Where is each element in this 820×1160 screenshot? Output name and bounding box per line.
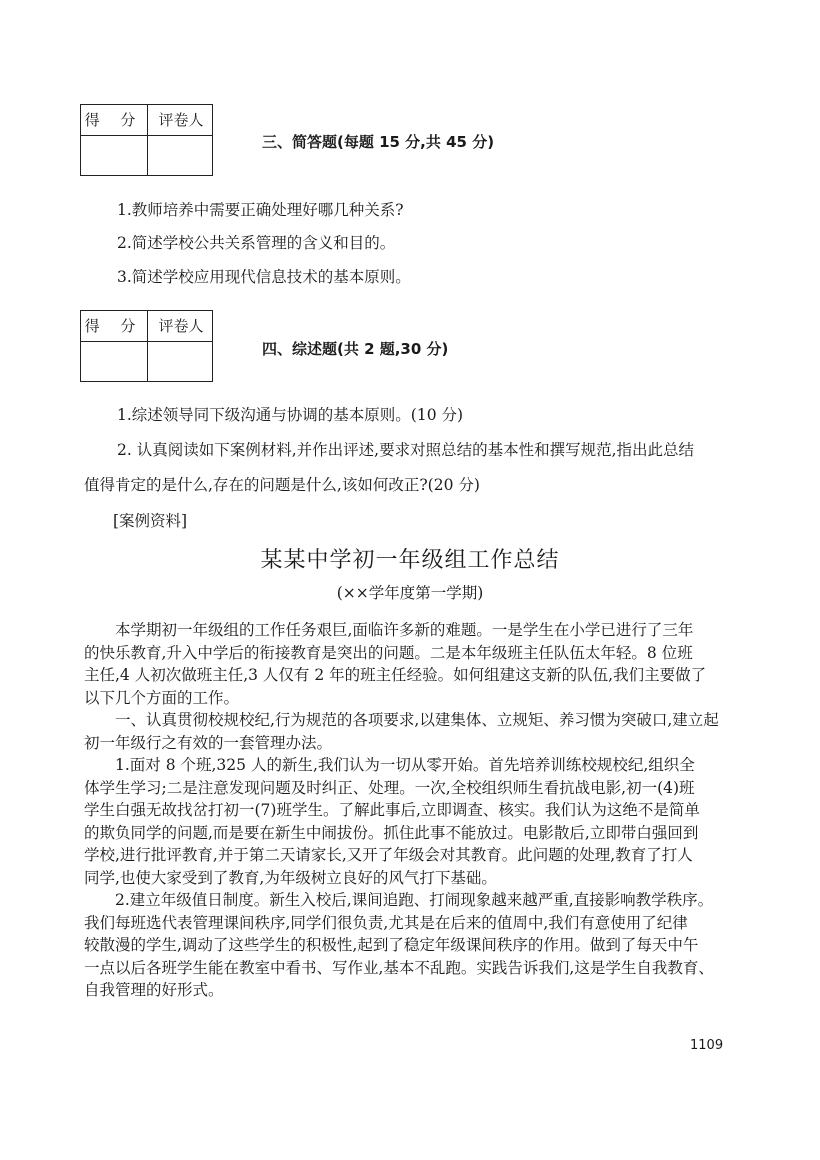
case-line: 自我管理的好形式。 [84, 981, 224, 999]
score-box-section4 [80, 310, 213, 382]
page-number: 1109 [690, 1038, 724, 1053]
section3-question-2: 2.简述学校公共关系管理的含义和目的。 [117, 234, 396, 252]
grader-label: 评卷人 [158, 111, 204, 129]
score-label: 得 分 [84, 317, 144, 335]
case-line: 1.面对 8 个班,325 人的新生,我们认为一切从零开始。首先培养训练校规校纪,组织全 [84, 756, 695, 774]
case-line: 主任,4 人初次做班主任,3 人仅有 2 年的班主任经验。如何组建这支新的队伍,我们主要做了 [84, 666, 707, 684]
case-label: [案例资料] [113, 512, 188, 530]
case-line: 本学期初一年级组的工作任务艰巨,面临许多新的难题。一是学生在小学已进行了三年 [84, 621, 694, 639]
case-line: 以下几个方面的工作。 [84, 688, 240, 707]
case-body [84, 619, 750, 1002]
case-line: 体学生学习;二是注意发现问题及时纠正、处理。一次,全校组织师生看抗战电影,初一(4)班 [84, 778, 695, 797]
score-label: 得 分 [84, 111, 144, 129]
score-box-section3 [80, 104, 213, 176]
case-line: 同学,也使大家受到了教育,为年级树立良好的风气打下基础。 [84, 868, 497, 887]
case-line: 的欺负同学的问题,而是要在新生中闹拔份。抓住此事不能放过。电影散后,立即带白强回到 [84, 823, 699, 842]
case-line: 的快乐教育,升入中学后的衔接教育是突出的问题。二是本年级班主任队伍太年轻。8 位班 [84, 643, 693, 662]
case-title: 某某中学初一年级组工作总结 [260, 548, 560, 573]
section3-title: 三、简答题(每题 15 分,共 45 分) [262, 133, 495, 151]
case-line: 一点以后各班学生能在教室中看书、写作业,基本不乱跑。实践告诉我们,这是学生自我教育、 [84, 958, 714, 977]
section3-question-3: 3.简述学校应用现代信息技术的基本原则。 [117, 268, 411, 286]
case-line: 学校,进行批评教育,并于第二天请家长,又开了年级会对其教育。此问题的处理,教育了打人 [84, 846, 693, 864]
case-line: 初一年级行之有效的一套管理办法。 [84, 733, 333, 752]
case-line: 较散漫的学生,调动了这些学生的积极性,起到了稳定年级课间秩序的作用。做到了每天中午 [84, 936, 699, 954]
case-line: 一、认真贯彻校规校纪,行为规范的各项要求,以建集体、立规矩、养习惯为突破口,建立起 [84, 711, 719, 729]
section3-question-1: 1.教师培养中需要正确处理好哪几种关系? [117, 201, 404, 219]
case-line: 2.建立年级值日制度。新生入校后,课间追跑、打闹现象越来越严重,直接影响教学秩序。 [84, 891, 714, 909]
grader-label: 评卷人 [158, 317, 204, 335]
case-line: 学生白强无故找岔打初一(7)班学生。了解此事后,立即调查、核实。我们认为这绝不是简单 [84, 801, 700, 819]
section4-title: 四、综述题(共 2 题,30 分) [262, 340, 449, 358]
case-subtitle: (××学年度第一学期) [336, 584, 484, 602]
case-line: 我们每班选代表管理课间秩序,同学们很负责,尤其是在后来的值周中,我们有意使用了纪律 [84, 913, 688, 932]
section4-question-2-line2: 值得肯定的是什么,存在的问题是什么,该如何改正?(20 分) [84, 476, 480, 494]
section4-question-2-line1: 2. 认真阅读如下案例材料,并作出评述,要求对照总结的基本性和撰写规范,指出此总结 [117, 441, 694, 459]
section4-question-1: 1.综述领导同下级沟通与协调的基本原则。(10 分) [117, 406, 464, 424]
